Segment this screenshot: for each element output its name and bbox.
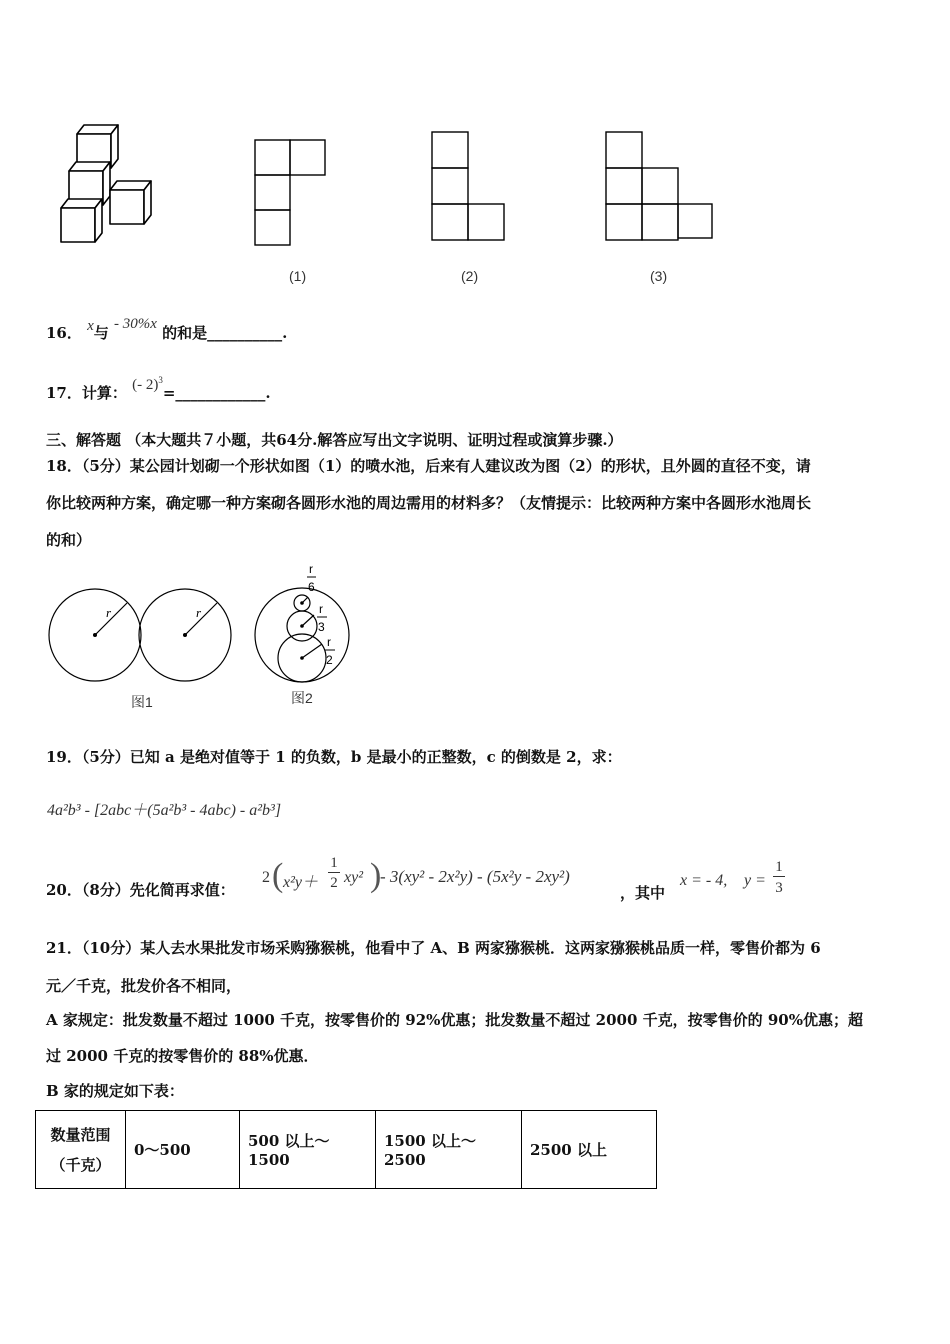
view-2-label: (2) xyxy=(461,268,479,284)
q16-expr-x: x xyxy=(87,318,94,334)
q20-part2: xy² xyxy=(344,869,363,886)
q20-where: ，其中 xyxy=(620,884,666,902)
q20-paren-close: ) xyxy=(370,857,382,894)
q19-text: 19．（5分）已知 a 是绝对值等于 1 的负数，b 是最小的正整数，c 的倒数是 2，求： xyxy=(46,748,622,766)
fig1-label: 图1 xyxy=(131,694,153,710)
q20-cond-x: x = - 4, xyxy=(680,872,728,889)
b-pricing-table xyxy=(35,1110,657,1189)
q20-frac-half-num: 1 xyxy=(328,855,340,873)
q20-cond-y: y = xyxy=(744,872,766,889)
q18-line-1: 18．（5分）某公园计划砌一个形状如图（1）的喷水池，后来有人建议改为图（2）的形状，且外圆的直径不变，请 xyxy=(46,457,811,475)
view-1-figure xyxy=(253,138,328,248)
q20-tail: - 3(xy² - 2x²y) - (5x²y - 2xy²) xyxy=(380,867,570,886)
header-line-2: （千克） xyxy=(50,1155,111,1174)
header-line-1: 数量范围 xyxy=(50,1125,111,1144)
frac-r2-den: 2 xyxy=(326,653,333,667)
q20-frac-third xyxy=(773,858,785,899)
q20-frac-half xyxy=(328,855,340,893)
q17-number: 17．计算： xyxy=(46,384,127,402)
q21-line-5: B 家的规定如下表： xyxy=(46,1082,184,1100)
frac-r6-num: r xyxy=(309,562,313,576)
q16-connector: 与 xyxy=(93,324,109,342)
q16-expr2: - 30%x xyxy=(114,316,157,332)
q20-part1: x²y＋ xyxy=(283,874,319,891)
view-1-label: (1) xyxy=(289,268,307,284)
table-header-cell xyxy=(36,1111,126,1189)
q18-line-3: 的和） xyxy=(46,531,92,549)
q20-frac-third-num: 1 xyxy=(773,858,785,877)
q18-line-2: 你比较两种方案，确定哪一种方案砌各圆形水池的周边需用的材料多？（友情提示：比较两种方案中各圆形水池周长 xyxy=(46,494,812,512)
radius-label-left: r xyxy=(106,605,112,620)
q21-line-4: 过 2000 千克的按零售价的 88%优惠． xyxy=(46,1047,319,1065)
q17-base: (- 2) xyxy=(132,377,159,393)
table-cell: 2500 以上 xyxy=(522,1111,657,1189)
question-17 xyxy=(46,375,271,403)
section-3-heading: 三、解答题 （本大题共７小题，共64分.解答应写出文字说明、证明过程或演算步骤.） xyxy=(46,431,623,449)
frac-r3-num: r xyxy=(319,602,323,616)
q17-exponent: 3 xyxy=(158,375,163,385)
q20-text: 20．（8分）先化简再求值： xyxy=(46,881,235,899)
q20-coef: 2 xyxy=(262,869,270,886)
view-3-figure xyxy=(604,130,716,242)
q21-line-1: 21．（10分）某人去水果批发市场采购猕猴桃，他看中了 A、B 两家猕猴桃．这两家猕猴桃品质一样，零售价都为 6 xyxy=(46,939,821,957)
frac-r6-den: 6 xyxy=(308,580,315,594)
table-cell: 1500 以上～2500 xyxy=(376,1111,522,1189)
fountain-figure-2 xyxy=(250,555,360,690)
q16-number: 16． xyxy=(46,324,82,342)
table-cell: 500 以上～1500 xyxy=(240,1111,376,1189)
frac-r2-num: r xyxy=(327,635,331,649)
q17-expr xyxy=(132,377,163,393)
frac-r3-den: 3 xyxy=(318,620,325,634)
cube-stack-figure xyxy=(55,120,160,245)
q20-paren-open: ( xyxy=(272,857,284,894)
table-row xyxy=(36,1111,657,1189)
q20-frac-half-den: 2 xyxy=(330,875,338,891)
q17-tail: =____________. xyxy=(162,384,271,402)
q21-line-3: A 家规定：批发数量不超过 1000 千克，按零售价的 92%优惠；批发数量不超过 2000 千克，按零售价的 90%优惠；超 xyxy=(46,1011,863,1029)
fountain-figure-1 xyxy=(45,585,235,685)
q16-tail: 的和是__________. xyxy=(162,324,288,342)
q21-line-2: 元／千克，批发价各不相同， xyxy=(46,977,242,995)
fig2-label: 图2 xyxy=(291,690,313,706)
table-cell: 0～500 xyxy=(126,1111,240,1189)
radius-label-right: r xyxy=(196,605,202,620)
view-3-label: (3) xyxy=(650,268,668,284)
q19-expression: 4a²b³ - [2abc＋(5a²b³ - 4abc) - a²b³] xyxy=(47,802,282,819)
q20-frac-third-den: 3 xyxy=(775,880,783,896)
question-16 xyxy=(46,316,288,343)
view-2-figure xyxy=(430,130,508,242)
